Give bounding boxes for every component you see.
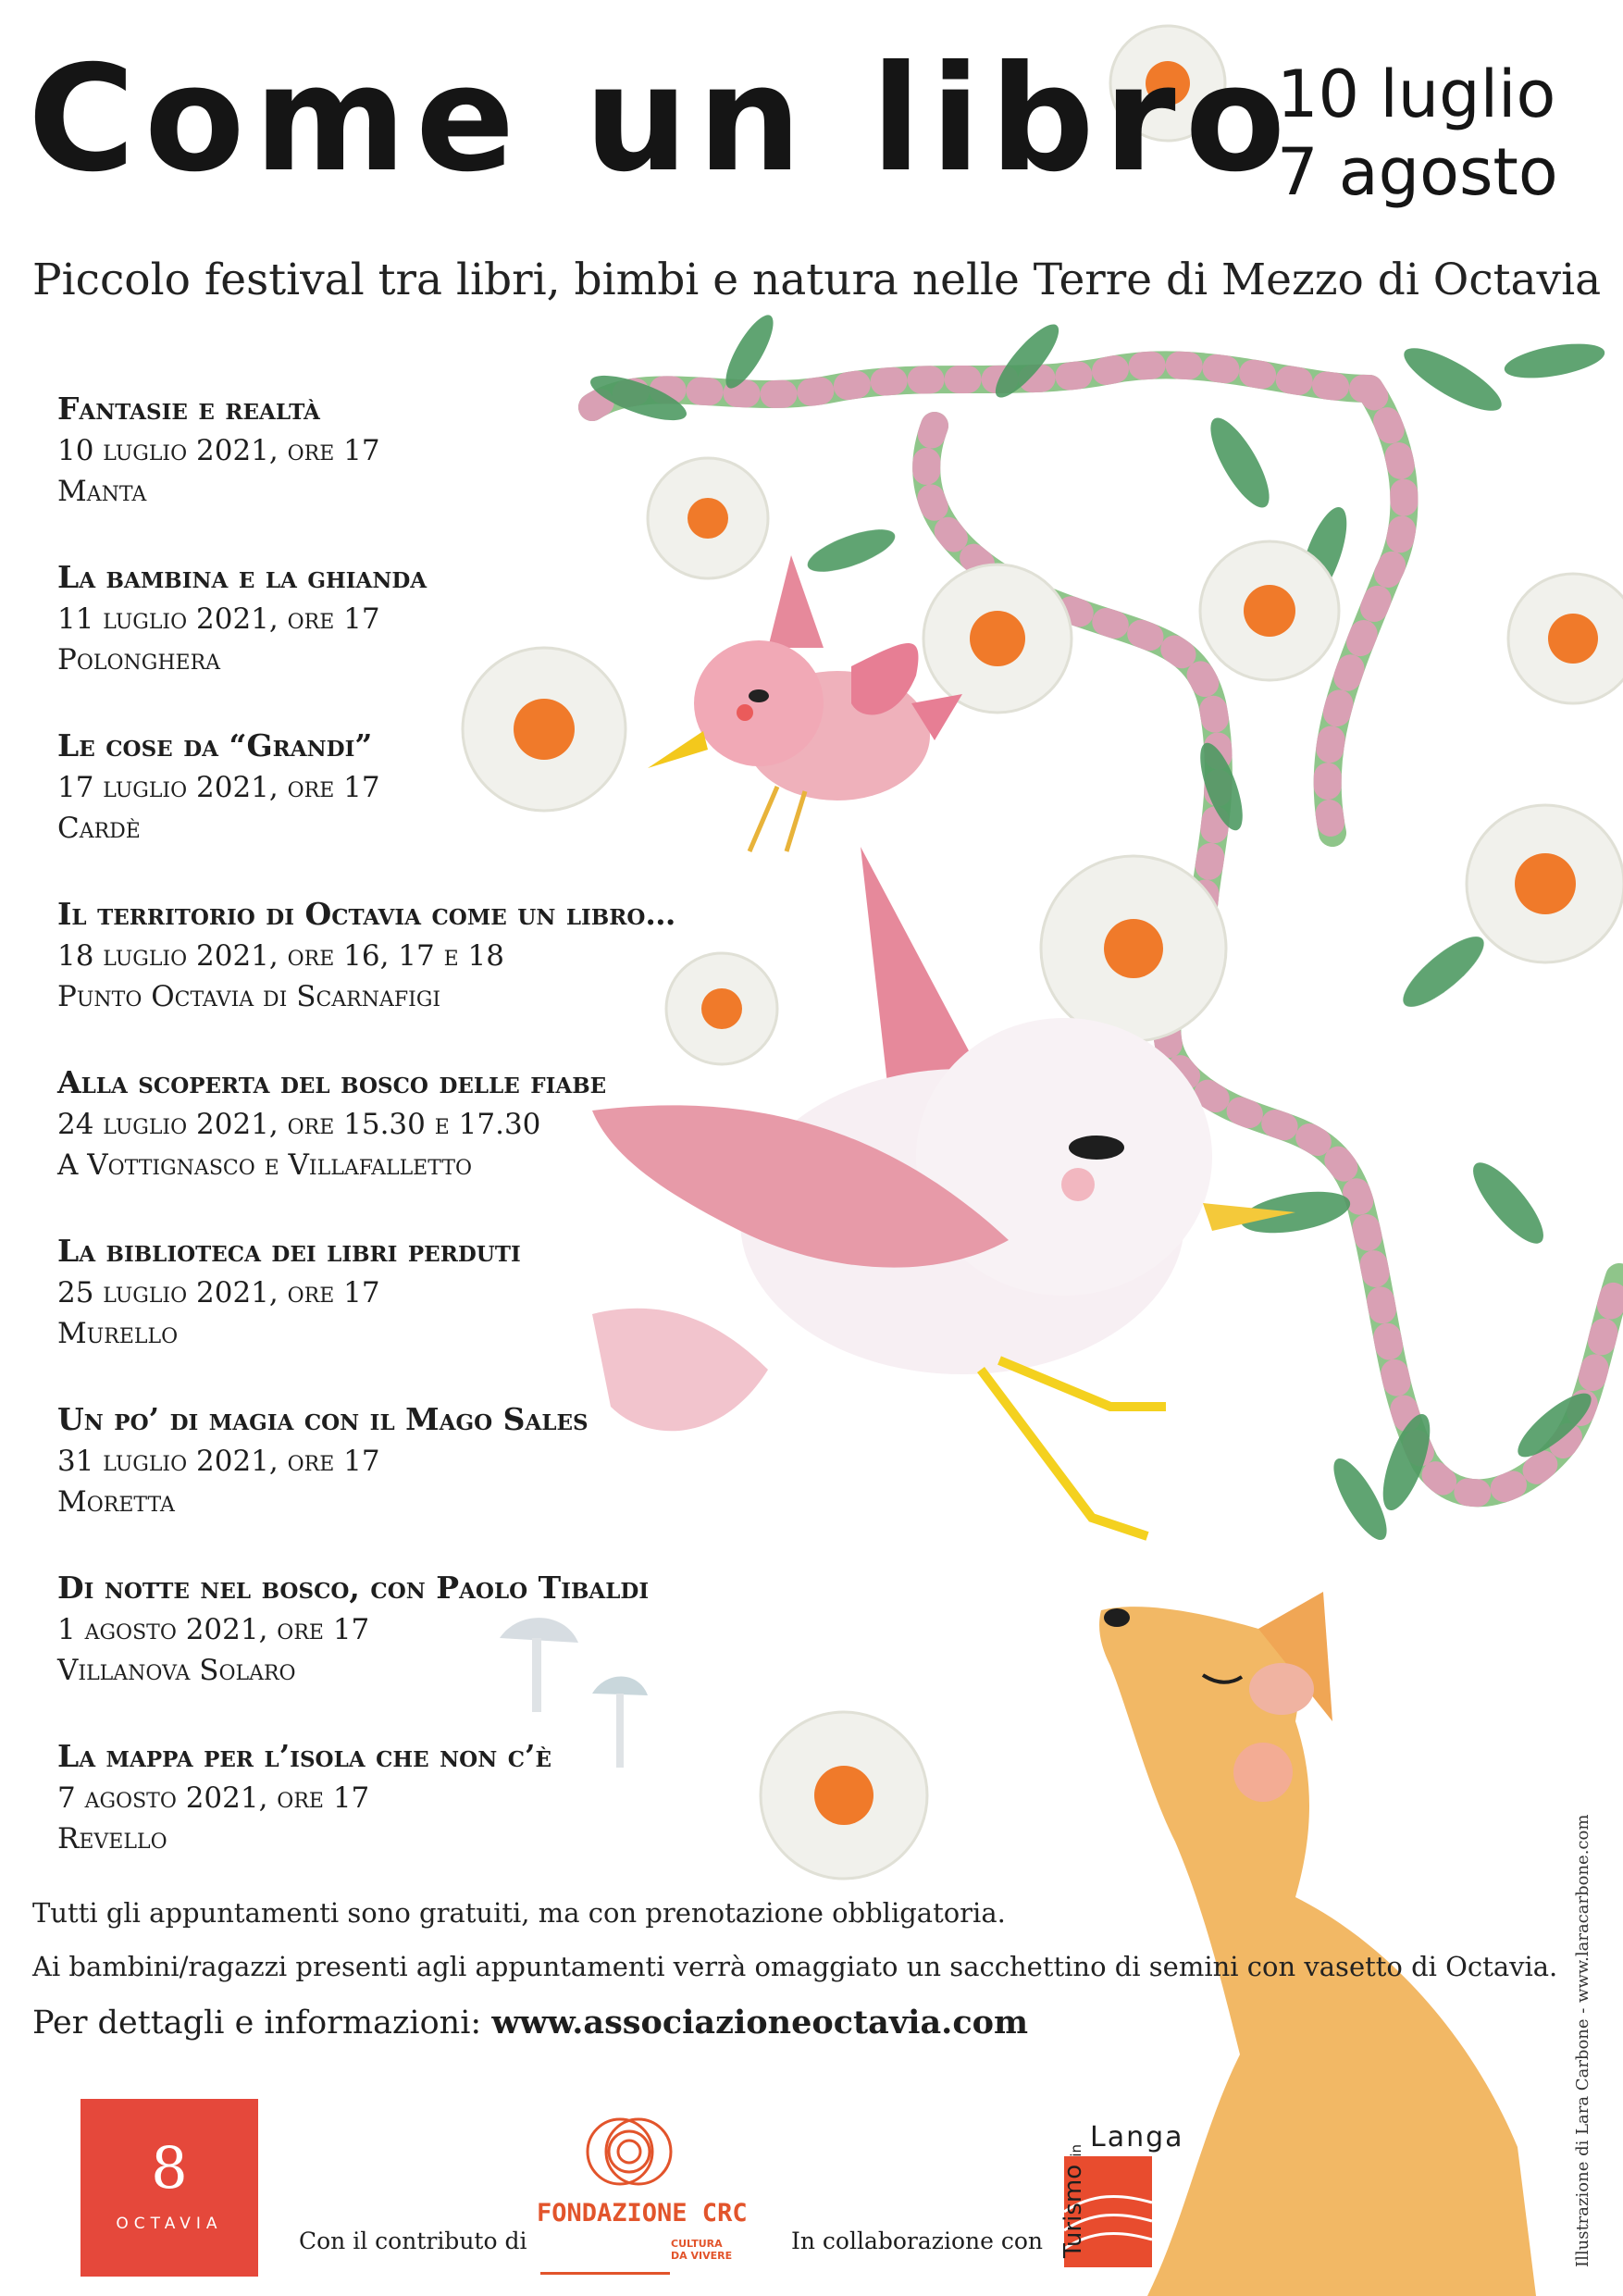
collaboration-label: In collaborazione con: [791, 2228, 1043, 2254]
daisy-flower: [463, 648, 626, 811]
event-date: 10 luglio 2021, ore 17: [57, 434, 380, 467]
website-link[interactable]: www.associazioneoctavia.com: [491, 2004, 1029, 2042]
langa-prefix: [1059, 2144, 1087, 2258]
event-entry: [57, 1735, 551, 1859]
daisy-flower: [666, 953, 777, 1064]
event-entry: [57, 1230, 521, 1354]
event-title: Un po’ di magia con il Mago Sales: [57, 1401, 588, 1437]
date-start: 10 luglio: [1277, 56, 1556, 132]
daisy-flower: [1200, 541, 1339, 680]
langa-in-word: in: [1068, 2143, 1084, 2157]
event-place: Manta: [57, 475, 147, 508]
festival-subtitle: Piccolo festival tra libri, bimbi e natura nelle Terre di Mezzo di Octavia: [32, 254, 1602, 305]
info-line: [32, 2004, 1028, 2042]
octavia-logo-name: OCTAVIA: [116, 2215, 223, 2233]
event-place: Villanova Solaro: [57, 1654, 296, 1687]
daisy-flower: [761, 1712, 927, 1879]
event-title: Fantasie e realtà: [57, 391, 320, 427]
event-date: 1 agosto 2021, ore 17: [57, 1613, 370, 1646]
illustration-credit: Illustrazione di Lara Carbone - www.laracarbone.com: [1573, 1814, 1592, 2267]
event-date: 17 luglio 2021, ore 17: [57, 771, 380, 804]
crc-tagline: [671, 2238, 732, 2262]
event-title: Il territorio di Octavia come un libro…: [57, 896, 676, 932]
contribution-label: Con il contributo di: [299, 2228, 527, 2254]
event-date: 31 luglio 2021, ore 17: [57, 1445, 380, 1478]
fox-illustration: [1099, 1592, 1536, 2296]
crc-tagline-line: CULTURA: [671, 2238, 723, 2250]
langa-prefix-word: Turismo: [1059, 2164, 1087, 2258]
event-entry: [57, 556, 427, 680]
event-title: La mappa per l’isola che non c’è: [57, 1738, 552, 1774]
gift-note: Ai bambini/ragazzi presenti agli appuntamenti verrà omaggiato un sacchettino di semini con vasetto di Octavia.: [32, 1951, 1558, 1982]
daisy-flower: [1041, 856, 1226, 1041]
event-date: 11 luglio 2021, ore 17: [57, 602, 380, 636]
event-place: Murello: [57, 1317, 179, 1350]
daisy-flower: [1467, 805, 1623, 962]
event-place: Revello: [57, 1822, 167, 1855]
event-entry: [57, 388, 380, 512]
event-title: Di notte nel bosco, con Paolo Tibaldi: [57, 1570, 650, 1606]
event-date: 24 luglio 2021, ore 15.30 e 17.30: [57, 1108, 541, 1141]
event-title: La biblioteca dei libri perduti: [57, 1233, 521, 1269]
festival-dates: [1277, 56, 1558, 211]
langa-name: Langa: [1090, 2121, 1184, 2153]
event-entry: [57, 893, 675, 1017]
event-place: A Vottignasco e Villafalletto: [57, 1148, 473, 1182]
daisy-flower: [648, 458, 768, 578]
crc-tagline-line: DA VIVERE: [671, 2250, 733, 2262]
event-date: 7 agosto 2021, ore 17: [57, 1781, 370, 1815]
crc-name: FONDAZIONE CRC: [537, 2199, 748, 2228]
event-entry: [57, 725, 380, 849]
event-place: Cardè: [57, 812, 141, 845]
octavia-logo: [81, 2099, 258, 2277]
event-place: Polonghera: [57, 643, 221, 676]
event-date: 18 luglio 2021, ore 16, 17 e 18: [57, 939, 504, 973]
event-entry: [57, 1567, 649, 1691]
daisy-flower: [1508, 574, 1623, 703]
event-place: Moretta: [57, 1485, 175, 1519]
small-bird-illustration: [648, 555, 962, 851]
event-title: La bambina e la ghianda: [57, 559, 427, 595]
event-entry: [57, 1061, 606, 1185]
free-booking-note: Tutti gli appuntamenti sono gratuiti, ma con prenotazione obbligatoria.: [32, 1897, 1006, 1929]
daisy-flower: [923, 565, 1072, 713]
festival-title: Come un libro: [28, 34, 1295, 205]
event-place: Punto Octavia di Scarnafigi: [57, 980, 441, 1013]
event-title: Alla scoperta del bosco delle fiabe: [57, 1064, 607, 1100]
octavia-logo-mark: 8: [151, 2134, 188, 2202]
event-date: 25 luglio 2021, ore 17: [57, 1276, 380, 1309]
event-entry: [57, 1398, 588, 1522]
date-end: 7 agosto: [1277, 134, 1558, 210]
event-title: Le cose da “Grandi”: [57, 727, 373, 763]
info-label: Per dettagli e informazioni:: [32, 2004, 482, 2042]
